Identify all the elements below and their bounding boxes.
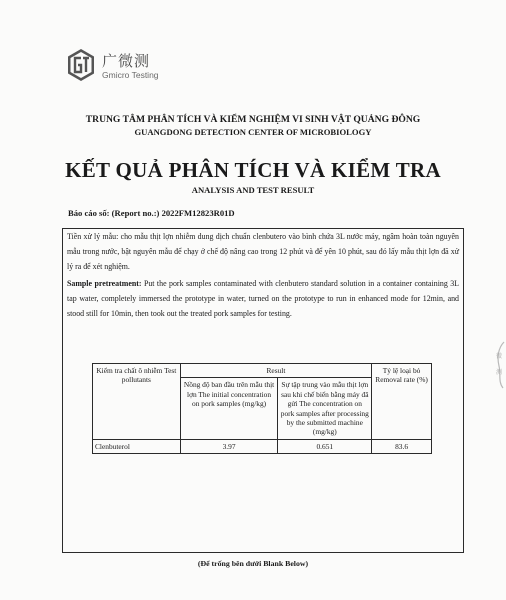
result-box	[62, 228, 464, 553]
cell-removal: 83.6	[372, 439, 432, 453]
header-after-concentration: Sự tập trung vào mẫu thịt lợn sau khi chế biến bằng máy đã gửi The concentration on pork samples after processing by the submitted machine (mg/kg)	[278, 378, 372, 439]
logo-name-cn: 广微测	[102, 52, 151, 70]
header-removal-rate: Tỷ lệ loại bỏ Removal rate (%)	[372, 364, 432, 440]
report-number: 2022FM12823R01D	[161, 208, 235, 218]
blank-below-note: (Để trống bên dưới Blank Below)	[197, 559, 309, 568]
report-label: Báo cáo số: (Report no.:)	[68, 208, 160, 218]
document-subtitle: ANALYSIS AND TEST RESULT	[191, 185, 315, 195]
pretreatment-vi	[67, 229, 459, 275]
gmicro-logo-icon	[66, 48, 96, 82]
pretreatment-en-label: Sample pretreatment:	[67, 279, 142, 288]
pretreatment-en	[67, 276, 459, 322]
logo-name-en: Gmicro Testing	[102, 70, 159, 80]
table-header-row	[93, 364, 432, 378]
results-table	[92, 363, 432, 454]
org-name-vi: TRUNG TÂM PHÂN TÍCH VÀ KIỂM NGHIỆM VI SINH VẬT QUẢNG ĐÔNG	[85, 114, 421, 125]
header-test-pollutants: Kiểm tra chất ô nhiễm Test pollutants	[93, 364, 181, 440]
stamp-edge-mark	[493, 340, 506, 390]
header-initial-concentration: Nồng độ ban đầu trên mẫu thịt lợn The initial concentration on pork samples (mg/kg)	[180, 378, 278, 439]
pretreatment-en-text: Put the pork samples contaminated with clenbutero standard solution in a container containing 3L tap water, completely immersed the prototype in water, turned on the prototype to run in enhanced mode for 12min, and stood still for 10min, then took out the treated pork samples for testing.	[67, 279, 459, 319]
org-name-en: GUANGDONG DETECTION CENTER OF MICROBIOLOGY	[134, 127, 372, 137]
svg-text:微: 微	[496, 353, 503, 360]
cell-pollutant: Clenbuterol	[93, 439, 181, 453]
header-result: Result	[180, 364, 371, 378]
cell-initial: 3.97	[180, 439, 278, 453]
company-logo	[66, 48, 206, 86]
svg-text:测: 测	[496, 369, 503, 376]
document-title: KẾT QUẢ PHÂN TÍCH VÀ KIỂM TRA	[65, 158, 441, 182]
table-row	[93, 439, 432, 453]
pretreatment-vi-text: cho mẫu thịt lợn nhiễm dung dịch chuẩn clenbutero vào bình chứa 3L nước máy, ngâm hoàn toàn nguyên mẫu trong nước, bật nguyên mẫu để chạy ở chế độ nâng cao trong 12 phút và để yên 10 phút, sau đó lấy mẫu thịt lợn đã xử lý ra để xét nghiệm.	[67, 232, 459, 272]
pretreatment-vi-label: Tiền xử lý mẫu:	[67, 232, 119, 241]
report-number-line	[68, 208, 235, 218]
cell-after: 0.651	[278, 439, 372, 453]
